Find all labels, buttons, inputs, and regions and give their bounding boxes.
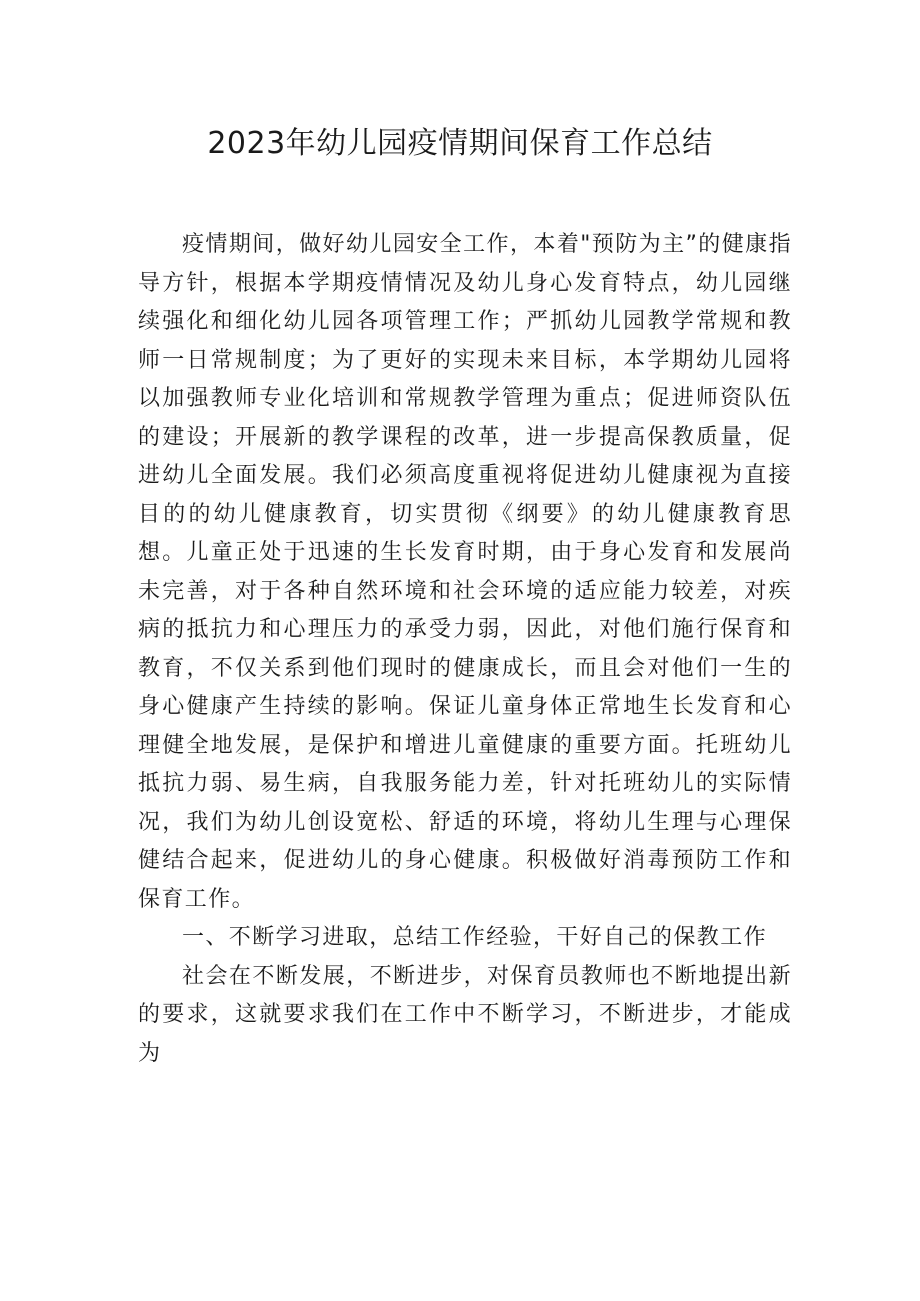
body-paragraph-section-1: 社会在不断发展，不断进步，对保育员教师也不断地提出新的要求，这就要求我们在工作中不断学习，不断进步，才能成为 bbox=[138, 963, 792, 1066]
section-heading-1: 一、不断学习进取，总结工作经验，干好自己的保教工作 bbox=[182, 925, 768, 950]
body-paragraph-intro: 疫情期间，做好幼儿园安全工作，本着"预防为主”的健康指导方针，根据本学期疫情情况及幼儿身心发育特点，幼儿园继续强化和细化幼儿园各项管理工作；严抓幼儿园教学常规和教师一日常规制度；为了更好的实现未来目标，本学期幼儿园将以加强教师专业化培训和常规教学管理为重点；促进师资队伍的建设；开展新的教学课程的改革，进一步提高保教质量，促进幼儿全面发展。我们必须高度重视将促进幼儿健康视为直接目的的幼儿健康教育，切实贯彻《纲要》的幼儿健康教育思想。儿童正处于迅速的生长发育时期，由于身心发育和发展尚未完善，对于各种自然环境和社会环境的适应能力较差，对疾病的抵抗力和心理压力的承受力弱，因此，对他们施行保育和教育，不仅关系到他们现时的健康成长，而且会对他们一生的身心健康产生持续的影响。保证儿童身体正常地生长发育和心理健全地发展，是保护和增进儿童健康的重要方面。托班幼儿抵抗力弱、易生病，自我服务能力差，针对托班幼儿的实际情况，我们为幼儿创设宽松、舒适的环境，将幼儿生理与心理保健结合起来，促进幼儿的身心健康。积极做好消毒预防工作和保育工作。 bbox=[138, 232, 792, 912]
document-body bbox=[138, 226, 792, 1073]
document-title: 2023年幼儿园疫情期间保育工作总结 bbox=[207, 126, 713, 161]
